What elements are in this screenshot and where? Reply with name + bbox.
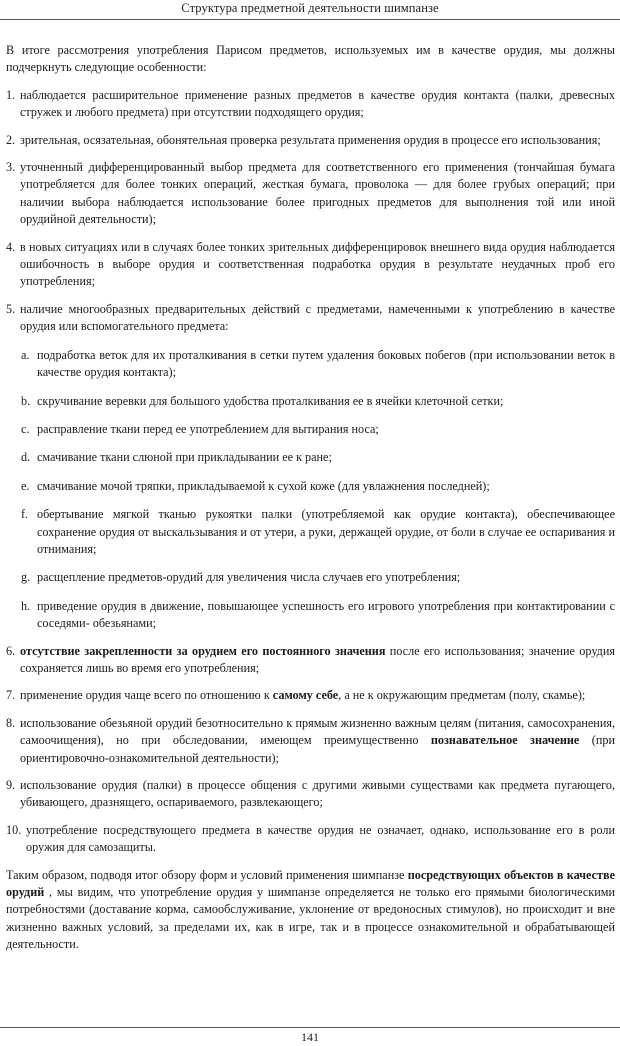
sub-list-item: a. подработка веток для их проталкивания в сетки путем удаления боковых побегов (при использовании веток в качестве орудия контакта); — [21, 347, 615, 380]
intro-paragraph: В итоге рассмотрения употребления Парисом предметов, используемых им в качестве орудия, мы должны подчеркнуть следующие особенности: — [6, 43, 615, 75]
emphasis-text: посредствующих объектов в качестве орудий — [6, 867, 615, 900]
page-body — [6, 42, 615, 954]
list-item: 1. наблюдается расширительное применение разных предметов в качестве орудия контакта (палки, древесных стружек и любого предмета) при отсутствии подходящего орудия; — [6, 87, 615, 120]
sub-list-item: h. приведение орудия в движение, повышающее успешность его игрового употребления при контактировании с соседями- обезьянами; — [21, 598, 615, 631]
list-item: 5. наличие многообразных предварительных действий с предметами, намеченными к употреблению в качестве орудия или вспомогательного предмета: — [6, 301, 615, 334]
sub-list-item: b. скручивание веревки для большого удобства проталкивания ее в ячейки клеточной сетки; — [21, 393, 504, 408]
emphasis-text: познавательное значение — [430, 733, 580, 748]
sub-list-item: g. расщепление предметов-орудий для увеличения числа случаев его употребления; — [21, 570, 461, 585]
list-item: 10. употребление посредствующего предмета в качестве орудия не означает, однако, использование его в роли оружия для самозащиты. — [6, 822, 615, 855]
running-header: Структура предметной деятельности шимпанзе — [181, 1, 439, 15]
footer-divider — [0, 1027, 620, 1028]
emphasis-text: отсутствие закрепленности за орудием его постоянного значения — [20, 643, 386, 658]
list-item: 6. отсутствие закрепленности за орудием его постоянного значения после его использования; значение орудия сохраняется лишь во время его употребления; — [6, 643, 615, 675]
sub-list-item: c. расправление ткани перед ее употреблением для вытирания носа; — [21, 421, 379, 436]
list-item: 9. использование орудия (палки) в процессе общения с другими живыми существами как предмета пугающего, убивающего, дразнящего, оспариваемого, развлекающего; — [6, 778, 615, 810]
list-item: 7. применение орудия чаще всего по отношению к самому себе, а не к окружающим предметам (полу, скамье); — [6, 688, 586, 703]
sub-list-item: e. смачивание мочой тряпки, прикладываемой к сухой коже (для увлажнения последней); — [21, 478, 490, 493]
page-number: 141 — [301, 1030, 319, 1044]
sub-list-item: d. смачивание ткани слюной при прикладывании ее к ране; — [21, 450, 332, 465]
list-item: 2. зрительная, осязательная, обонятельная проверка результата применения орудия в процессе его использования; — [6, 132, 601, 147]
conclusion-paragraph: Таким образом, подводя итог обзору форм и условий применения шимпанзе посредствующих объектов в качестве орудий , мы видим, что употребление орудия у шимпанзе определяется не только его прямыми биологическими потребностями (доставание корма, самообслуживание, уклонение от вредоносных стимулов), но происходит и вне жизненно важных условий, за пределами их, как в игре, так и в процессе ознакомительной и обрабатывающей деятельности. — [6, 867, 615, 952]
list-item: 8. использование обезьяной орудий безотносительно к прямым жизненно важным целям (питания, самосохранения, самоочищения), но при обследовании, имеющем преимущественно познавательное значение (при ориентировочно-ознакомительной деятельности); — [6, 715, 615, 765]
header-divider — [0, 19, 620, 20]
list-item: 4. в новых ситуациях или в случаях более тонких зрительных дифференцировок внешнего вида орудия наблюдается ошибочность в выборе орудия и соответственная подработка орудия в результате неудачных проб его употребления; — [6, 239, 615, 289]
emphasis-text: самому себе — [272, 688, 339, 703]
list-item: 3. уточненный дифференцированный выбор предмета для соответственного его применения (тончайшая бумага употребляется для более тонких операций, жесткая бумага, проволока — для более грубых операций; при наличии выбора наблюдается использование более пригодных предметов для выполнения той или иной орудийной деятельности); — [6, 160, 615, 227]
sub-list-item: f. обертывание мягкой тканью рукоятки палки (употребляемой как орудие контакта), обеспечивающее сохранение орудия от выскальзывания и от утери, а руки, держащей орудие, от боли в случае ее оспаривания и отнимания; — [21, 507, 615, 556]
